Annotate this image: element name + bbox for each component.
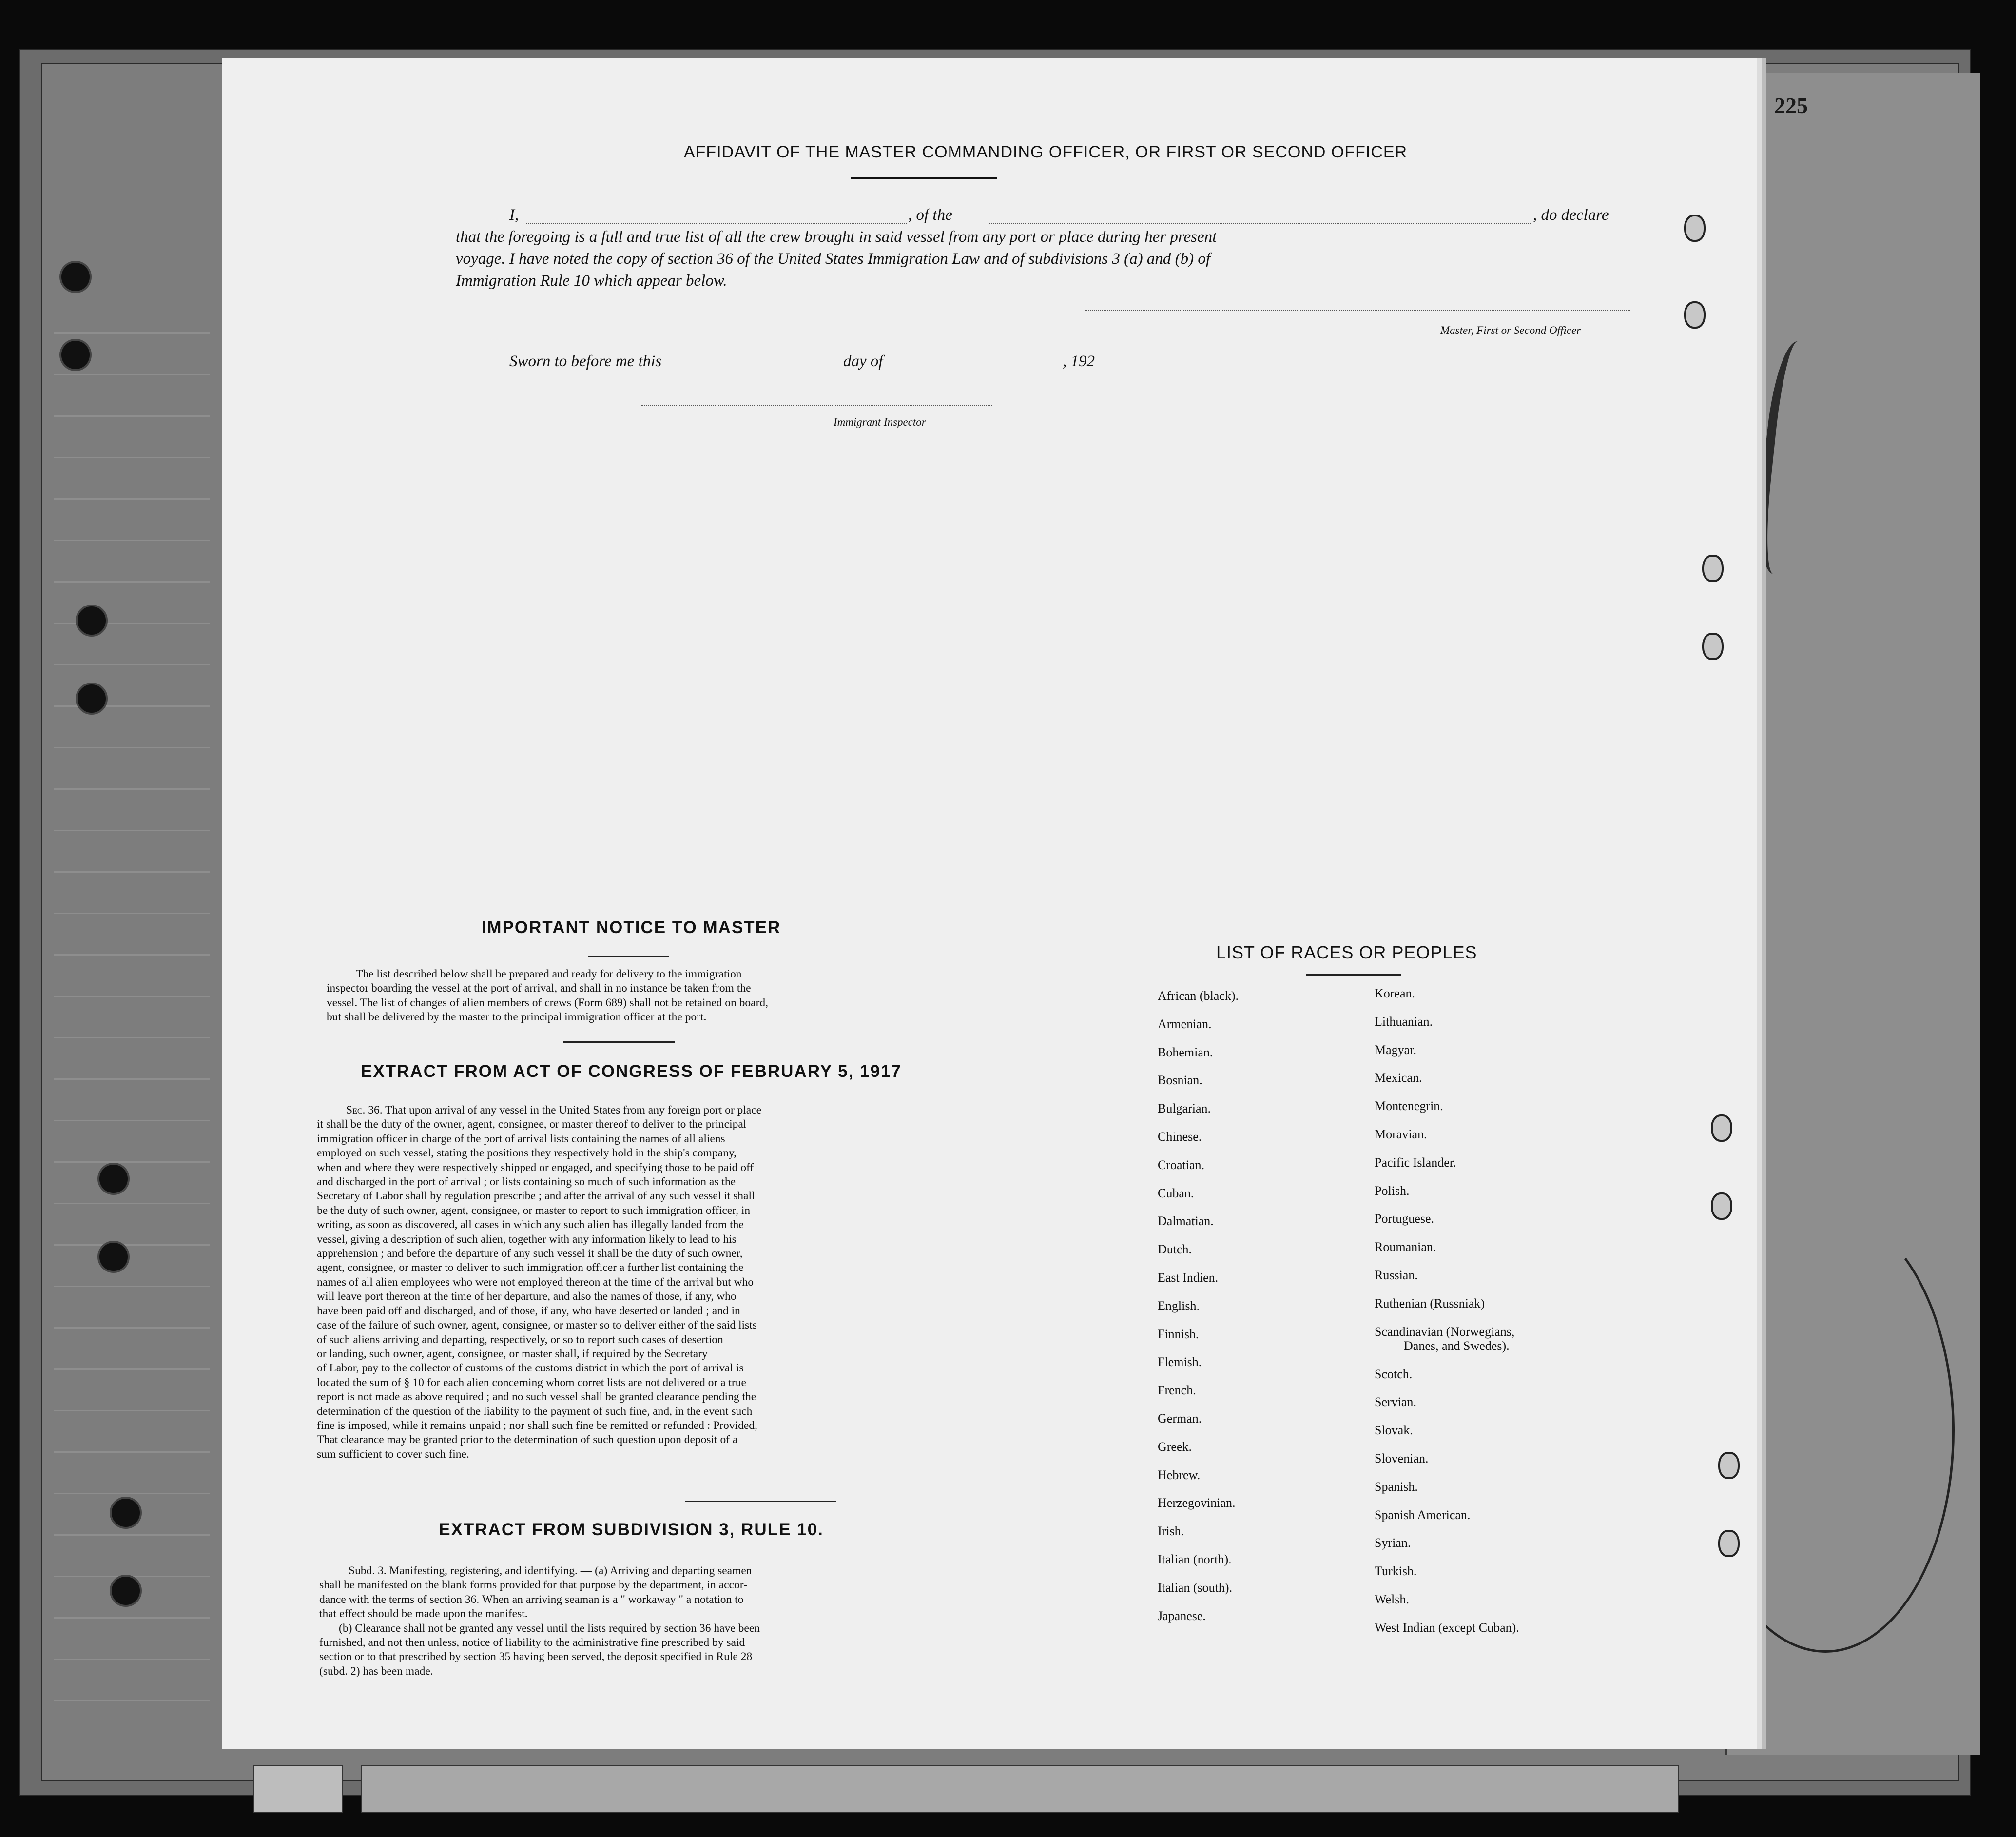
signature-caption: Master, First or Second Officer	[1440, 324, 1581, 336]
race-item: West Indian (except Cuban).	[1375, 1620, 1519, 1635]
race-item: Hebrew.	[1158, 1467, 1201, 1482]
punch-hole	[1684, 215, 1706, 242]
title-underline	[851, 177, 997, 179]
punch-hole	[1718, 1452, 1740, 1479]
race-item: Italian (north).	[1158, 1552, 1232, 1566]
rule-line: furnished, and not then unless, notice of liability to the administrative fine prescribed by said	[319, 1636, 745, 1649]
race-item: Russian.	[1375, 1268, 1418, 1282]
notice-line: vessel. The list of changes of alien members of crews (Form 689) shall not be retained on board,	[327, 996, 769, 1009]
race-item: Italian (south).	[1158, 1580, 1233, 1595]
binder-hole	[76, 605, 108, 637]
act-line: when and where they were respectively shipped or engaged, and specifying those to be paid off	[317, 1161, 754, 1174]
rule-extract-title: EXTRACT FROM SUBDIVISION 3, RULE 10.	[439, 1520, 824, 1539]
race-item: East Indien.	[1158, 1270, 1219, 1285]
race-item: Pacific Islander.	[1375, 1155, 1456, 1170]
race-item: Welsh.	[1375, 1592, 1409, 1606]
punch-hole	[1711, 1114, 1732, 1142]
vessel-blank	[989, 222, 1531, 224]
sworn-text: Sworn to before me this	[509, 352, 662, 370]
binder-hole	[110, 1497, 142, 1529]
act-line: Secretary of Labor shall by regulation prescribe ; and after the arrival of any such vessel it shall	[317, 1190, 755, 1203]
inspector-blank	[641, 404, 992, 406]
act-line: fine is imposed, while it remains unpaid ; nor shall such fine be remitted or refunded : Provided,	[317, 1419, 757, 1432]
bottom-page-stub	[253, 1765, 343, 1813]
race-item: Moravian.	[1375, 1127, 1427, 1141]
race-item: Bosnian.	[1158, 1073, 1202, 1088]
act-line: vessel, giving a description of such alien, together with any information likely to lead to his	[317, 1232, 737, 1246]
affidavit-line-i: I,	[509, 206, 519, 224]
rule-line: (subd. 2) has been made.	[319, 1664, 433, 1678]
act-line: report is not made as above required ; and no such vessel shall be granted clearance pending the	[317, 1390, 756, 1404]
act-line: be the duty of such owner, agent, consignee, or master to report to such immigration officer, in	[317, 1204, 751, 1217]
act-line: names of all alien employees who were not employed thereon at the time of the arrival but who	[317, 1275, 754, 1289]
race-item: Armenian.	[1158, 1016, 1212, 1031]
act-line: agent, consignee, or master to deliver to such immigration officer a further list containing the	[317, 1261, 744, 1274]
punch-hole	[1711, 1192, 1732, 1220]
race-item: Flemish.	[1158, 1355, 1202, 1369]
race-item: Danes, and Swedes).	[1404, 1338, 1510, 1353]
race-item: Lithuanian.	[1375, 1014, 1433, 1029]
race-item: Dalmatian.	[1158, 1214, 1214, 1229]
bottom-page-edge	[361, 1765, 1679, 1813]
race-item: Magyar.	[1375, 1042, 1416, 1057]
rule-extract-paragraph	[319, 1564, 938, 1679]
race-item: Greek.	[1158, 1439, 1192, 1454]
year-text: , 192	[1063, 352, 1095, 370]
race-item: Slovak.	[1375, 1423, 1413, 1438]
inspector-caption: Immigrant Inspector	[834, 416, 926, 428]
corner-page-number: 225	[1774, 93, 1808, 118]
act-line: located the sum of § 10 for each alien concerning whom corret lists are not delivered or a true	[317, 1376, 746, 1389]
act-extract-title: EXTRACT FROM ACT OF CONGRESS OF FEBRUARY 5, 1917	[361, 1062, 902, 1081]
act-line: writing, as soon as discovered, all cases in which any such alien has illegally landed from the	[317, 1218, 744, 1231]
notice-divider	[563, 1041, 675, 1043]
affidavit-line-2: that the foregoing is a full and true list of all the crew brought in said vessel from any port or place during her present	[456, 228, 1217, 246]
act-line: have been paid off and discharged, and of those, if any, who have deserted or landed ; and in	[317, 1304, 740, 1317]
act-line: and discharged in the port of arrival ; or lists containing so much of such information as the	[317, 1175, 736, 1189]
races-left-column	[1158, 989, 1239, 1637]
notice-line: inspector boarding the vessel at the port of arrival, and shall in no instance be taken from the	[327, 982, 751, 995]
affidavit-line-declare: , do declare	[1533, 206, 1609, 224]
race-item: Ruthenian (Russniak)	[1375, 1296, 1485, 1310]
punch-hole	[1684, 301, 1706, 329]
act-line: sum sufficient to cover such fine.	[317, 1447, 469, 1461]
rule-line: shall be manifested on the blank forms provided for that purpose by the department, in accor-	[319, 1579, 747, 1592]
name-blank	[526, 222, 907, 224]
notice-line: but shall be delivered by the master to the principal immigration officer at the port.	[327, 1011, 707, 1024]
act-line: That clearance may be granted prior to the determination of such question upon deposit of a	[317, 1433, 738, 1446]
races-right-column	[1375, 986, 1519, 1649]
race-item: Herzegovinian.	[1158, 1496, 1236, 1510]
binder-hole	[97, 1163, 130, 1195]
day-of-text: day of	[843, 352, 883, 370]
binder-hole	[76, 683, 108, 715]
act-line: immigration officer in charge of the port of arrival lists containing the names of all aliens	[317, 1132, 725, 1145]
race-item: Roumanian.	[1375, 1240, 1436, 1254]
race-item: Croatian.	[1158, 1157, 1205, 1172]
binder-hole	[59, 339, 92, 371]
race-item: Korean.	[1375, 986, 1415, 1000]
race-item: French.	[1158, 1383, 1196, 1398]
section-label: Sec. 36.	[346, 1104, 383, 1116]
act-line: will leave port thereon at the time of her departure, and also the names of those, if any, who	[317, 1290, 737, 1303]
affidavit-line-of: , of the	[908, 206, 952, 224]
race-item: Cuban.	[1158, 1186, 1194, 1200]
binder-hole	[97, 1241, 130, 1273]
races-underline	[1306, 974, 1401, 976]
rule-line: Subd. 3. Manifesting, registering, and identifying. — (a) Arriving and departing seamen	[349, 1564, 752, 1577]
act-line: employed on such vessel, stating the positions they respectively hold in the ship's company,	[317, 1147, 737, 1160]
race-item: Spanish American.	[1375, 1507, 1471, 1522]
races-title: LIST OF RACES OR PEOPLES	[1216, 942, 1477, 962]
race-item: Finnish.	[1158, 1327, 1199, 1341]
notice-paragraph	[327, 967, 931, 1025]
punch-hole	[1702, 555, 1724, 582]
act-line: it shall be the duty of the owner, agent, consignee, or master thereof to deliver to the principal	[317, 1118, 747, 1131]
race-item: Irish.	[1158, 1524, 1184, 1539]
act-extract-paragraph	[317, 1103, 941, 1462]
rule-line: section or to that prescribed by section 35 having been served, the deposit specified in Rule 28	[319, 1650, 753, 1663]
rule-line: that effect should be made upon the manifest.	[319, 1607, 528, 1621]
race-item: German.	[1158, 1411, 1202, 1426]
act-line: apprehension ; and before the departure of any such vessel it shall be the duty of such owner,	[317, 1247, 743, 1260]
year-blank	[1109, 370, 1145, 371]
race-item: Syrian.	[1375, 1536, 1411, 1550]
race-item: Slovenian.	[1375, 1451, 1429, 1466]
affidavit-line-4: Immigration Rule 10 which appear below.	[456, 272, 727, 290]
binder-hole	[59, 261, 92, 293]
act-divider	[685, 1501, 836, 1502]
race-item: Bohemian.	[1158, 1045, 1213, 1059]
binder-hole	[110, 1575, 142, 1607]
race-item: Spanish.	[1375, 1479, 1418, 1494]
race-item: English.	[1158, 1298, 1200, 1313]
act-line: Sec. 36. That upon arrival of any vessel in the United States from any foreign port or place	[346, 1104, 762, 1116]
manifest-page	[222, 58, 1762, 1749]
act-line: of Labor, pay to the collector of customs of the customs district in which the port of arrival is	[317, 1362, 744, 1375]
punch-hole	[1718, 1530, 1740, 1557]
race-item: African (black).	[1158, 989, 1239, 1003]
notice-underline	[588, 956, 669, 957]
notice-line: The list described below shall be prepared and ready for delivery to the immigration	[356, 968, 742, 980]
race-item: Scandinavian (Norwegians,	[1375, 1324, 1515, 1339]
race-item: Dutch.	[1158, 1242, 1192, 1257]
act-line: case of the failure of such owner, agent, consignee, or master so to deliver either of the said lists	[317, 1319, 757, 1332]
act-line: or landing, such owner, agent, consignee, or master shall, if required by the Secretary	[317, 1347, 708, 1360]
race-item: Chinese.	[1158, 1129, 1202, 1144]
race-item: Montenegrin.	[1375, 1099, 1443, 1114]
race-item: Portuguese.	[1375, 1212, 1434, 1226]
affidavit-title: AFFIDAVIT OF THE MASTER COMMANDING OFFICER, OR FIRST OR SECOND OFFICER	[683, 143, 1408, 161]
punch-hole	[1702, 633, 1724, 660]
race-item: Japanese.	[1158, 1608, 1206, 1623]
race-item: Polish.	[1375, 1183, 1410, 1198]
act-line: determination of the question of the liability to the payment of such fine, and, in the event such	[317, 1405, 753, 1418]
rule-line: (b) Clearance shall not be granted any vessel until the lists required by section 36 have been	[339, 1622, 760, 1635]
act-line: of such aliens arriving and departing, respectively, or so to report such cases of desertion	[317, 1333, 723, 1346]
race-item: Scotch.	[1375, 1367, 1413, 1381]
rule-line: dance with the terms of section 36. When an arriving seaman is a " workaway " a notation to	[319, 1593, 744, 1606]
race-item: Servian.	[1375, 1395, 1416, 1409]
signature-blank	[1085, 309, 1630, 311]
notice-title: IMPORTANT NOTICE TO MASTER	[481, 918, 781, 937]
month-blank	[904, 370, 1060, 371]
ruled-lines-backsheet	[54, 293, 210, 1706]
race-item: Bulgarian.	[1158, 1101, 1211, 1116]
race-item: Mexican.	[1375, 1071, 1422, 1085]
race-item: Turkish.	[1375, 1564, 1417, 1579]
affidavit-line-3: voyage. I have noted the copy of section 36 of the United States Immigration Law and of subdivisions 3 (a) and (b) of	[456, 250, 1211, 268]
